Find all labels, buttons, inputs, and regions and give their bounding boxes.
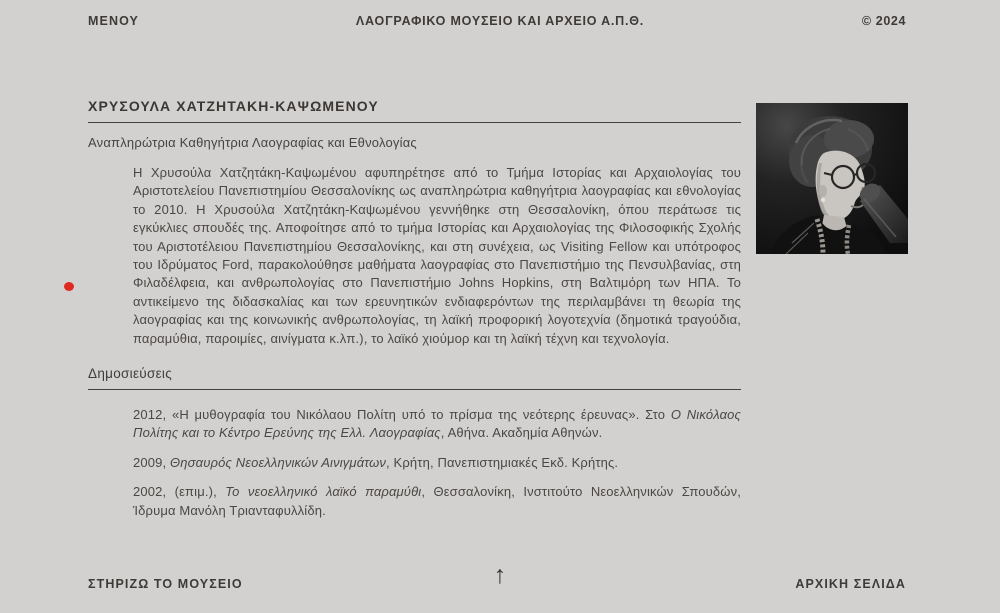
copyright-text: © 2024 [861, 14, 906, 28]
profile-bio: Η Χρυσούλα Χατζητάκη-Καψωμένου αφυπηρέτησε από το Τμήμα Ιστορίας και Αρχαιολογίας του Αριστοτελείου Πανεπιστημίου Θεσσαλονίκης ως αναπληρώτρια καθηγήτρια λαογραφίας και εθνολογίας το 2010. Η Χρυσούλα Χατζητάκη-Καψωμένου γεννήθηκε στη Θεσσαλονίκη, όπου περάτωσε τις εγκύκλιες σπουδές της. Αποφοίτησε από το τμήμα Ιστορίας και Αρχαιολογίας της Φιλοσοφικής Σχολής του Αριστοτέλειου Πανεπιστημίου Θεσσαλονίκης, και στη συνέχεια, ως Visiting Fellow και υπότροφος του Ιδρύματος Ford, παρακολούθησε μαθήματα λαογραφίας στο Πανεπιστήμιο της Πενσυλβανίας, στη Φιλαδέλφεια, και ανθρωπολογίας στο Πανεπιστήμιο Johns Hopkins, στη Βαλτιμόρη των ΗΠΑ. Το αντικείμενο της διδασκαλίας και των ερευνητικών ενδιαφερόντων της περιλαμβάνει τη θεωρία της λαογραφίας και της κοινωνικής ανθρωπολογίας, τη λαϊκή προφορική λογοτεχνία (δημοτικά τραγούδια, παραμύθια, παροιμίες, αινίγματα κ.λπ.), το λαϊκό χιούμορ και τη λαϊκή τέχνη και τεχνολογία. [133, 165, 741, 346]
publication-item: 2002, (επιμ.), Το νεοελληνικό λαϊκό παραμύθι, Θεσσαλονίκη, Ινστιτούτο Νεοελληνικών Σπουδών, Ίδρυμα Μανόλη Τριανταφυλλίδη. [133, 484, 742, 518]
profile-photo [756, 103, 908, 254]
support-museum-link[interactable]: ΣΤΗΡΙΖΩ ΤΟ ΜΟΥΣΕΙΟ [88, 577, 243, 591]
home-page-link[interactable]: ΑΡΧΙΚΗ ΣΕΛΙΔΑ [795, 577, 906, 591]
menu-button[interactable]: ΜΕΝΟΥ [88, 14, 139, 28]
header [0, 0, 1000, 44]
profile-section [88, 98, 741, 531]
title-divider [88, 122, 741, 123]
site-title-link[interactable]: ΛΑΟΓΡΑΦΙΚΟ ΜΟΥΣΕΙΟ ΚΑΙ ΑΡΧΕΙΟ Α.Π.Θ. [355, 14, 645, 28]
profile-role: Αναπληρώτρια Καθηγήτρια Λαογραφίας και Εθνολογίας [88, 135, 417, 150]
publication-item: 2009, Θησαυρός Νεοελληνικών Αινιγμάτων, Κρήτη, Πανεπιστημιακές Εκδ. Κρήτης. [133, 454, 619, 470]
publications-list [133, 406, 741, 520]
page-title: ΧΡΥΣΟΥΛΑ ΧΑΤΖΗΤΑΚΗ-ΚΑΨΩΜΕΝΟΥ [88, 98, 379, 114]
footer [0, 561, 1000, 599]
publications-heading: Δημοσιεύσεις [88, 366, 172, 382]
publication-item: 2012, «Η μυθογραφία του Νικόλαου Πολίτη υπό το πρίσμα της νεότερης έρευνας». Στο Ο Νικόλαος Πολίτης και το Κέντρο Ερεύνης της Ελλ. Λαογραφίας, Αθήνα. Ακαδημία Αθηνών. [133, 407, 741, 441]
back-to-top-arrow-icon[interactable]: ↑ [493, 561, 507, 589]
publications-divider [88, 389, 741, 390]
red-dot-cursor [64, 282, 74, 291]
